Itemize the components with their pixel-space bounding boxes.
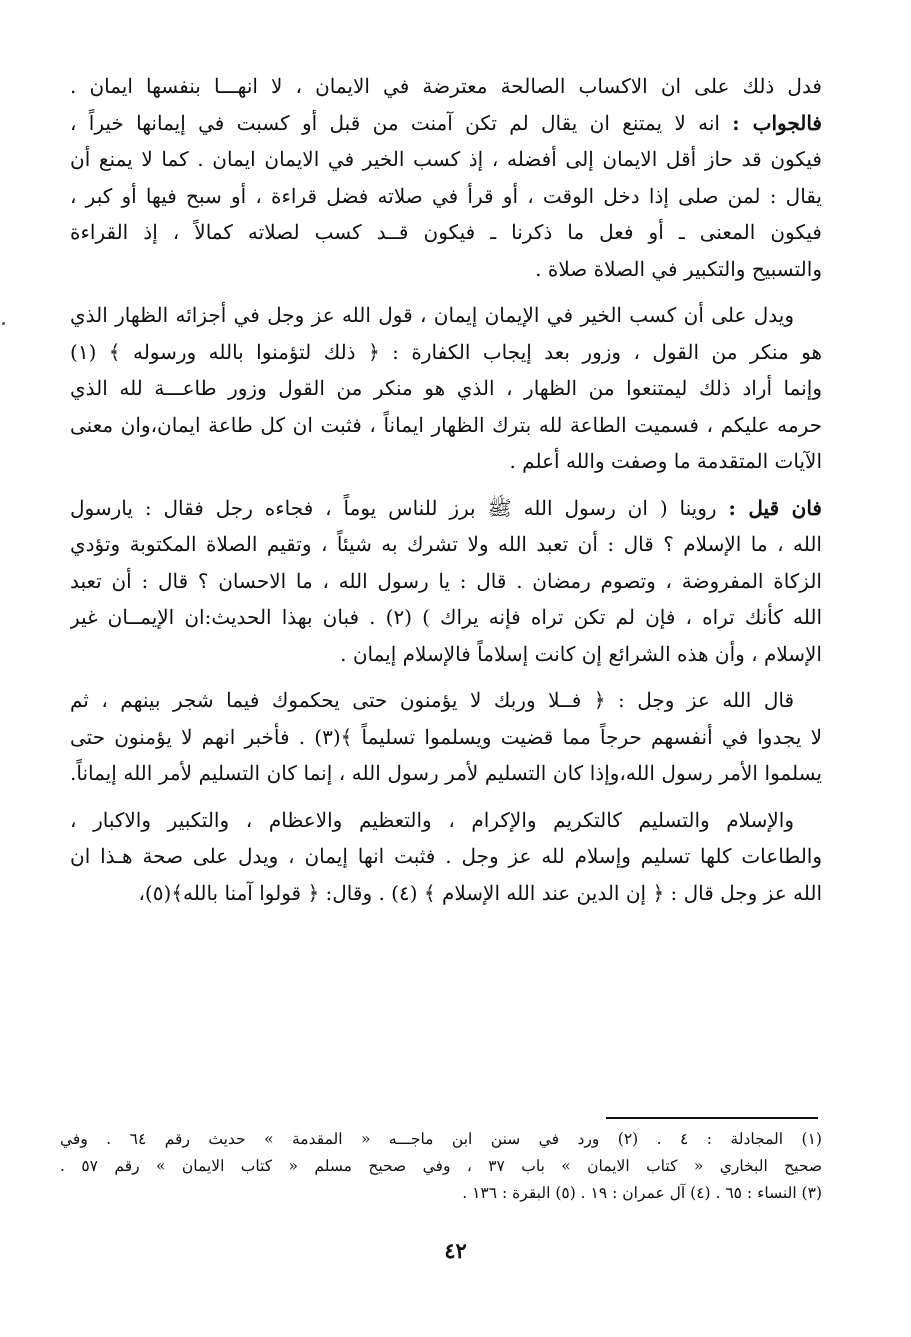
text-line: الله عز وجل قال : ﴿ إن الدين عند الله الإسلام ﴾ (٤) . وقال: ﴿ قولوا آمنا بالله﴾(٥)،	[138, 880, 822, 905]
text-line: الله كأنك تراه ، فإن لم تكن تراه فإنه يراك ) (٢) . فبان بهذا الحديث:ان الإيمــان غير	[70, 605, 822, 629]
text-line: ويدل على أن كسب الخير في الإيمان إيمان ، قول الله عز وجل في أجزائه الظهار الذي	[70, 303, 794, 327]
footnote-line: صحيح البخاري « كتاب الايمان » باب ٣٧ ، وفي صحيح مسلم « كتاب الايمان » رقم ٥٧ .	[60, 1157, 822, 1175]
text-line: فان قيل : روينا ( ان رسول الله ﷺ برز للناس يوماً ، فجاءه رجل فقال : يارسول	[70, 495, 822, 520]
text-line: يسلموا الأمر رسول الله،وإذا كان التسليم لأمر رسول الله ، إنما كان التسليم لأمر الله إيماناً.	[70, 761, 822, 785]
question-heading: فان قيل :	[728, 495, 822, 520]
text-line: قال الله عز وجل : ﴿ فــلا وربك لا يؤمنون حتى يحكموك فيما شجر بينهم ، ثم	[70, 688, 794, 712]
text-line: الزكاة المفروضة ، وتصوم رمضان . قال : يا رسول الله ، ما الاحسان ؟ قال : أن تعبد	[70, 568, 822, 593]
text-line: الإسلام ، وأن هذه الشرائع إن كانت إسلاماً فالإسلام إيمان .	[340, 641, 822, 666]
answer-heading: فالجواب :	[732, 110, 822, 135]
page-number: ٤٢	[444, 1238, 467, 1263]
text-line: لا يجدوا في أنفسهم حرجاً مما قضيت ويسلموا تسليماً ﴾(٣) . فأخبر انهم لا يؤمنون حتى	[70, 724, 822, 749]
text-line: والتسبيح والتكبير في الصلاة صلاة .	[535, 256, 822, 281]
margin-dot	[2, 322, 5, 325]
text-line: فيكون المعنى ـ أو فعل ما ذكرنا ـ فيكون قــد كسب لصلاته كمالاً ، إذ القراءة	[70, 220, 822, 244]
text-line: فالجواب : انه لا يمتنع ان يقال لم تكن آمنت من قبل أو كسبت في إيمانها خيراً ،	[70, 110, 822, 135]
text-line: الله ، ما الإسلام ؟ قال : أن تعبد الله ولا تشرك به شيئاً ، وتقيم الصلاة المكتوبة وتؤدي	[70, 532, 822, 556]
main-text	[70, 68, 822, 911]
text-line: الآيات المتقدمة ما وصفت والله أعلم .	[509, 449, 822, 473]
text-line: والطاعات كلها تسليم وإسلام لله عز وجل . فثبت انها إيمان ، ويدل على صحة هـذا ان	[70, 844, 822, 868]
text-line: حرمه عليكم ، فسميت الطاعة لله بترك الظهار ايماناً ، فثبت ان كل طاعة ايمان،وان معنى	[70, 412, 822, 437]
footnote-line: (١) المجادلة : ٤ . (٢) ورد في سنن ابن ماجـــه « المقدمة » حديث رقم ٦٤ . وفي	[60, 1130, 822, 1148]
text-line: يقال : لمن صلى إذا دخل الوقت ، أو قرأ في صلاته فضل قراءة ، أو سبح فيها أو كبر ،	[70, 183, 822, 208]
footnote-line: (٣) النساء : ٦٥ . (٤) آل عمران : ١٩ . (٥) البقرة : ١٣٦ .	[462, 1184, 822, 1202]
text-line: فدل ذلك على ان الاكساب الصالحة معترضة في الايمان ، لا انهـــا بنفسها ايمان .	[70, 74, 822, 98]
text-line: والإسلام والتسليم كالتكريم والإكرام ، والتعظيم والاعظام ، والتكبير والاكبار ،	[70, 807, 794, 832]
text-line: هو منكر من القول ، وزور بعد إيجاب الكفارة : ﴿ ذلك لتؤمنوا بالله ورسوله ﴾ (١)	[70, 339, 822, 364]
footnotes	[60, 1126, 822, 1207]
text-line: وإنما أراد ذلك ليمتنعوا من الظهار ، الذي هو منكر من القول وزور طاعـــة لله الذي	[70, 376, 822, 400]
text-line: فيكون قد حاز أقل الايمان إلى أفضله ، إذ كسب الخير في الايمان ايمان . كما لا يمنع أن	[70, 147, 822, 171]
footnote-divider	[606, 1117, 818, 1119]
